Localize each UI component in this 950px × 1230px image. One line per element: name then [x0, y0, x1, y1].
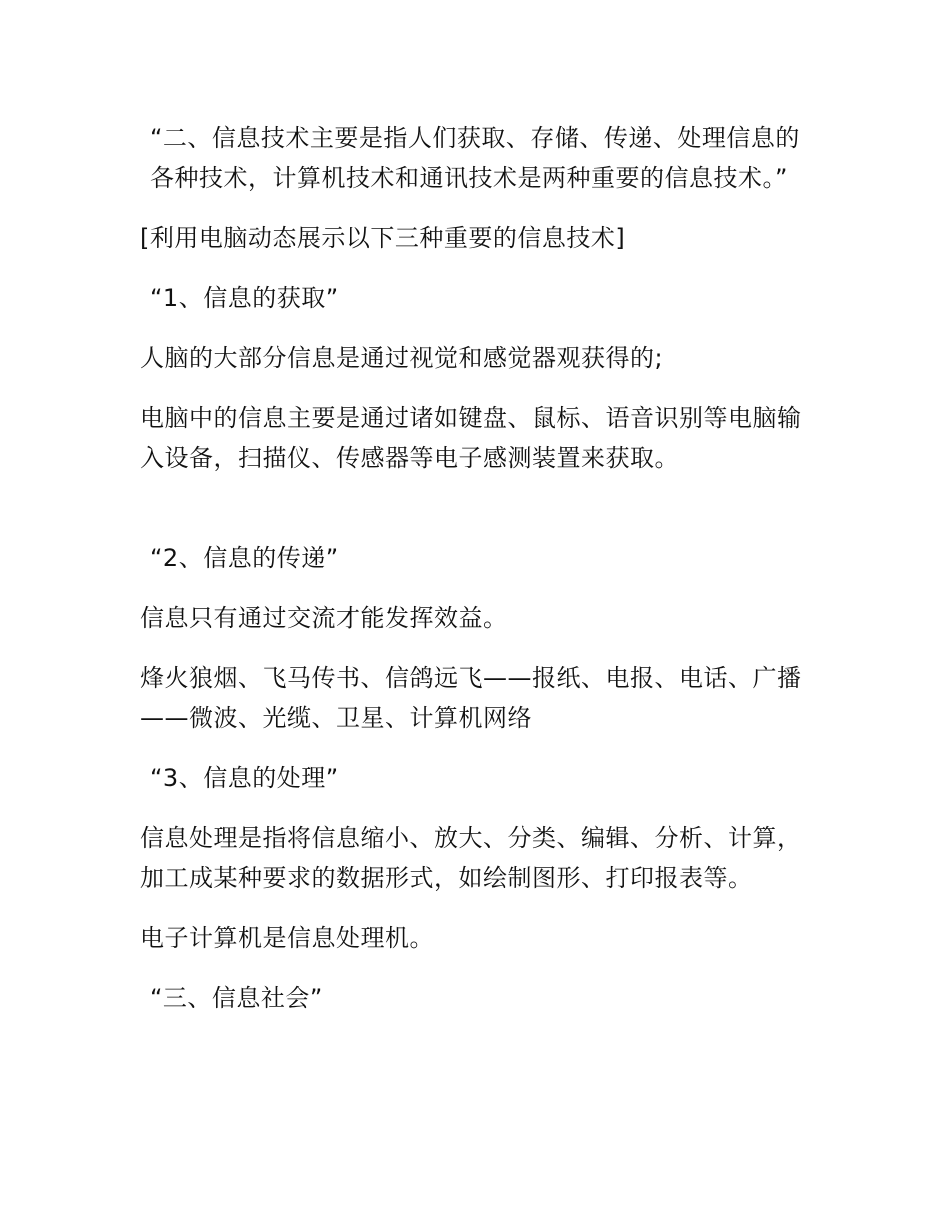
paragraph-computer-input: 电脑中的信息主要是通过诸如键盘、鼠标、语音识别等电脑输入设备，扫描仪、传感器等电子感测装置来获取。 — [140, 404, 802, 472]
heading-info-processing: “3、信息的处理” — [150, 764, 339, 792]
paragraph-human-brain: 人脑的大部分信息是通过视觉和感觉器观获得的; — [140, 344, 664, 372]
paragraph-demo-note: [利用电脑动态展示以下三种重要的信息技术] — [140, 224, 626, 252]
heading-info-society: “三、信息社会” — [150, 984, 323, 1012]
document-body — [140, 118, 820, 1018]
paragraph-communication-value: 信息只有通过交流才能发挥效益。 — [140, 604, 508, 632]
heading-info-transmission: “2、信息的传递” — [150, 544, 339, 572]
heading-info-acquisition: “1、信息的获取” — [150, 284, 339, 312]
paragraph-transmission-history: 烽火狼烟、飞马传书、信鸽远飞——报纸、电报、电话、广播——微波、光缆、卫星、计算机网络 — [140, 664, 802, 732]
paragraph-computer-processor: 电子计算机是信息处理机。 — [140, 924, 434, 952]
paragraph-definition: “二、信息技术主要是指人们获取、存储、传递、处理信息的各种技术，计算机技术和通讯技术是两种重要的信息技术。” — [150, 124, 800, 192]
paragraph-processing-definition: 信息处理是指将信息缩小、放大、分类、编辑、分析、计算，加工成某种要求的数据形式，如绘制图形、打印报表等。 — [140, 824, 802, 892]
